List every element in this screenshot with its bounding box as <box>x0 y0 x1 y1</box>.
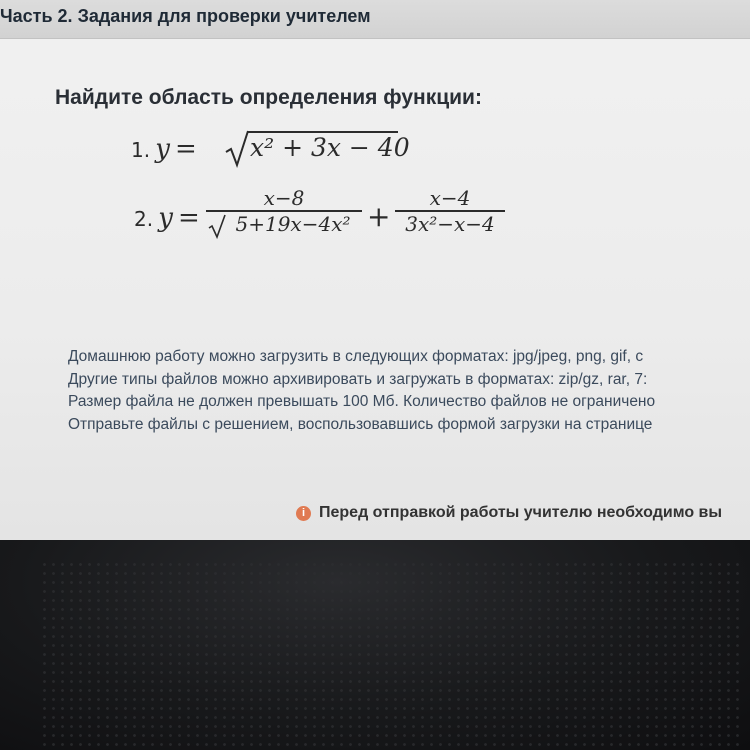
problem-2 <box>134 203 200 233</box>
sqrt-sign-icon <box>208 213 226 239</box>
problem-1-equals: = <box>174 134 197 164</box>
speaker-grille <box>40 560 740 750</box>
problem-1-radicand: x² + 3x − 40 <box>250 133 410 162</box>
upload-info-line-2: Другие типы файлов можно архивировать и загружать в форматах: zip/gz, rar, 7: <box>68 370 648 388</box>
upload-info-line-3: Размер файла не должен превышать 100 Мб. Количество файлов не ограничено <box>68 393 656 410</box>
problem-1 <box>131 134 197 164</box>
fraction-1-denominator-wrap <box>206 212 362 236</box>
problem-1-number: 1. <box>131 138 151 162</box>
notice-text: Перед отправкой работы учителю необходимо вы <box>319 504 723 521</box>
upload-info-line-1: Домашнюю работу можно загрузить в следующих форматах: jpg/jpeg, png, gif, c <box>68 348 644 365</box>
sqrt-sign-icon <box>224 128 250 168</box>
task-heading: Найдите область определения функции: <box>55 86 482 109</box>
fraction-1-denominator: 5+19x−4x² <box>235 212 351 236</box>
fraction-1-numerator: x−8 <box>263 186 305 210</box>
section-title: Часть 2. Задания для проверки учителем <box>0 6 371 26</box>
problem-2-number: 2. <box>134 207 154 231</box>
fraction-2-denominator: 3x²−x−4 <box>405 212 495 236</box>
plus-sign: + <box>367 200 391 233</box>
section-header <box>0 0 750 39</box>
fraction-2 <box>395 186 505 236</box>
problem-2-lhs: y <box>158 203 173 233</box>
submission-notice <box>296 504 722 522</box>
upload-info <box>68 346 655 436</box>
problem-2-equals: = <box>177 203 200 233</box>
fraction-2-numerator: x−4 <box>429 186 471 210</box>
problem-1-lhs: y <box>155 134 170 164</box>
upload-info-line-4: Отправьте файлы с решением, воспользовавшись формой загрузки на странице <box>68 415 653 433</box>
info-icon: i <box>296 506 311 521</box>
fraction-1 <box>206 186 362 236</box>
